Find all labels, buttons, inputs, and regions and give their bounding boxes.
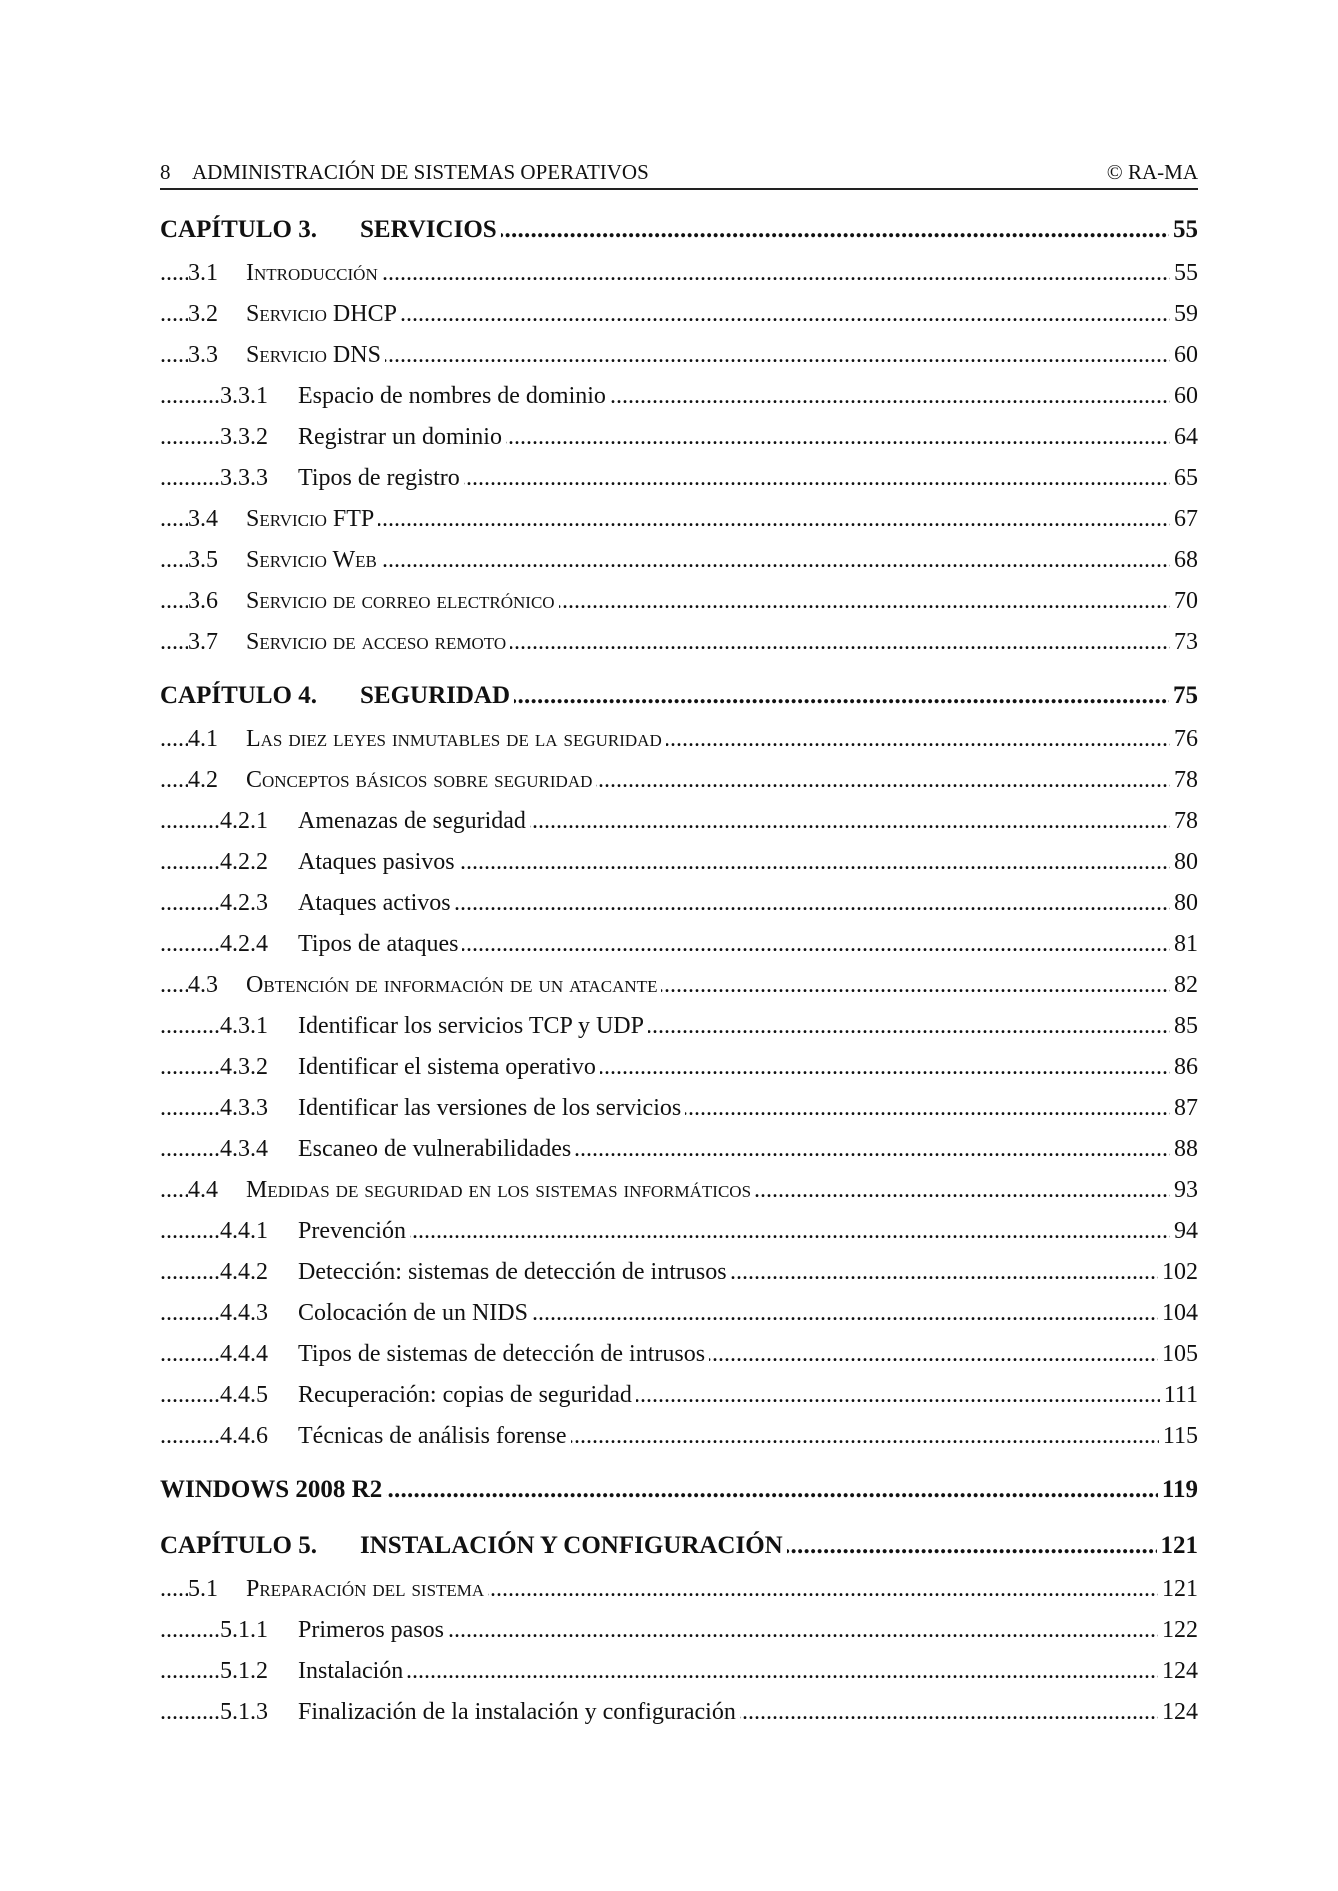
- toc-entry-number: 3.3: [188, 342, 218, 368]
- toc-entry-page: 82: [1170, 972, 1198, 999]
- toc-entry-title: Las diez leyes inmutables de la seguridad: [246, 726, 662, 752]
- toc-entry-number: 4.4.1: [220, 1218, 268, 1244]
- toc-entry-label: [188, 342, 385, 369]
- toc-entry-number: 4.4: [188, 1177, 218, 1203]
- toc-entry-page: 55: [1170, 260, 1198, 287]
- toc-chapter-entry[interactable]: [160, 1466, 1198, 1510]
- toc-entry-title: Instalación: [298, 1658, 404, 1684]
- toc-subsection-entry[interactable]: [160, 1085, 1198, 1126]
- toc-entry-number: CAPÍTULO 3.: [160, 216, 317, 243]
- toc-entry-title: Servicio Web: [246, 547, 377, 573]
- toc-entry-number: 4.1: [188, 726, 218, 752]
- toc-entry-label: [160, 1532, 787, 1560]
- toc-entry-label: [220, 1658, 407, 1685]
- toc-entry-page: 70: [1170, 588, 1198, 615]
- toc-entry-label: [188, 547, 381, 574]
- toc-entry-number: 4.3.2: [220, 1054, 268, 1080]
- toc-entry-number: 5.1: [188, 1576, 218, 1602]
- toc-subsection-entry[interactable]: [160, 1290, 1198, 1331]
- toc-entry-number: 4.3.3: [220, 1095, 268, 1121]
- toc-subsection-entry[interactable]: [160, 455, 1198, 496]
- toc-entry-title: Detección: sistemas de detección de intrusos: [298, 1259, 727, 1285]
- toc-entry-page: 78: [1170, 767, 1198, 794]
- toc-entry-page: 60: [1170, 383, 1198, 410]
- toc-entry-label: [220, 808, 530, 835]
- toc-entry-number: 5.1.3: [220, 1699, 268, 1725]
- toc-entry-title: Conceptos básicos sobre seguridad: [246, 767, 593, 793]
- toc-entry-label: [220, 1699, 740, 1726]
- toc-entry-title: Tipos de registro: [298, 465, 460, 491]
- toc-entry-title: Medidas de seguridad en los sistemas informáticos: [246, 1177, 752, 1203]
- toc-entry-label: [220, 1259, 731, 1286]
- toc-section-entry[interactable]: [160, 1167, 1198, 1208]
- toc-entry-number: 4.4.4: [220, 1341, 268, 1367]
- toc-subsection-entry[interactable]: [160, 1372, 1198, 1413]
- toc-entry-number: 4.4.2: [220, 1259, 268, 1285]
- toc-entry-page: 88: [1170, 1136, 1198, 1163]
- toc-entry-number: 3.4: [188, 506, 218, 532]
- toc-entry-label: [188, 629, 510, 656]
- toc-entry-title: Servicio DNS: [246, 342, 381, 368]
- toc-entry-number: 4.2.4: [220, 931, 268, 957]
- toc-entry-page: 85: [1170, 1013, 1198, 1040]
- toc-entry-page: 104: [1158, 1300, 1198, 1327]
- toc-entry-title: INSTALACIÓN Y CONFIGURACIÓN: [360, 1532, 783, 1559]
- toc-entry-label: [220, 931, 462, 958]
- toc-entry-title: WINDOWS 2008 R2: [160, 1476, 383, 1503]
- toc-entry-number: 4.3: [188, 972, 218, 998]
- toc-subsection-entry[interactable]: [160, 1208, 1198, 1249]
- toc-entry-page: 102: [1158, 1259, 1198, 1286]
- toc-subsection-entry[interactable]: [160, 1689, 1198, 1730]
- toc-entry-title: Identificar las versiones de los servicios: [298, 1095, 682, 1121]
- toc-section-entry[interactable]: [160, 332, 1198, 373]
- toc-entry-title: Preparación del sistema: [246, 1576, 485, 1602]
- toc-entry-page: 105: [1158, 1341, 1198, 1368]
- toc-entry-label: [160, 1476, 386, 1504]
- toc-entry-label: [188, 506, 378, 533]
- toc-entry-label: [188, 301, 401, 328]
- toc-entry-title: Técnicas de análisis forense: [298, 1423, 567, 1449]
- toc-entry-title: Introducción: [246, 260, 378, 286]
- toc-entry-number: 4.4.6: [220, 1423, 268, 1449]
- toc-entry-page: 59: [1170, 301, 1198, 328]
- toc-section-entry[interactable]: [160, 250, 1198, 291]
- toc-subsection-entry[interactable]: [160, 880, 1198, 921]
- toc-entry-title: Recuperación: copias de seguridad: [298, 1382, 632, 1408]
- toc-entry-title: Tipos de sistemas de detección de intrusos: [298, 1341, 706, 1367]
- toc-entry-number: 4.3.1: [220, 1013, 268, 1039]
- toc-section-entry[interactable]: [160, 757, 1198, 798]
- toc-entry-number: 3.7: [188, 629, 218, 655]
- toc-entry-label: [188, 1177, 755, 1204]
- toc-entry-number: 3.1: [188, 260, 218, 286]
- toc-subsection-entry[interactable]: [160, 921, 1198, 962]
- toc-section-entry[interactable]: [160, 537, 1198, 578]
- toc-entry-label: [220, 1382, 636, 1409]
- toc-entry-page: 115: [1159, 1423, 1198, 1450]
- toc-entry-label: [220, 1136, 575, 1163]
- toc-chapter-entry[interactable]: [160, 1522, 1198, 1566]
- toc-entry-label: [220, 1423, 571, 1450]
- toc-entry-page: 65: [1170, 465, 1198, 492]
- toc-entry-title: Amenazas de seguridad: [298, 808, 526, 834]
- toc-entry-title: Finalización de la instalación y configuración: [298, 1699, 736, 1725]
- toc-section-entry[interactable]: [160, 578, 1198, 619]
- toc-subsection-entry[interactable]: [160, 1249, 1198, 1290]
- toc-entry-page: 121: [1158, 1576, 1198, 1603]
- toc-entry-label: [220, 849, 459, 876]
- toc-entry-page: 94: [1170, 1218, 1198, 1245]
- toc-subsection-entry[interactable]: [160, 1607, 1198, 1648]
- table-of-contents: [160, 206, 1198, 1730]
- toc-entry-number: CAPÍTULO 4.: [160, 682, 317, 709]
- toc-subsection-entry[interactable]: [160, 839, 1198, 880]
- toc-entry-page: 76: [1170, 726, 1198, 753]
- toc-section-entry[interactable]: [160, 291, 1198, 332]
- toc-entry-title: Prevención: [298, 1218, 406, 1244]
- toc-entry-label: [160, 216, 501, 244]
- toc-entry-label: [188, 726, 666, 753]
- toc-entry-page: 75: [1169, 682, 1198, 710]
- toc-entry-title: Primeros pasos: [298, 1617, 444, 1643]
- toc-section-entry[interactable]: [160, 716, 1198, 757]
- toc-entry-number: 5.1.2: [220, 1658, 268, 1684]
- toc-entry-label: [220, 1617, 448, 1644]
- toc-subsection-entry[interactable]: [160, 1003, 1198, 1044]
- toc-chapter-entry[interactable]: [160, 206, 1198, 250]
- toc-entry-page: 87: [1170, 1095, 1198, 1122]
- toc-entry-label: [220, 1013, 648, 1040]
- toc-subsection-entry[interactable]: [160, 1413, 1198, 1454]
- toc-entry-page: 93: [1170, 1177, 1198, 1204]
- toc-entry-number: 3.5: [188, 547, 218, 573]
- toc-entry-title: SERVICIOS: [360, 216, 497, 243]
- toc-entry-title: SEGURIDAD: [360, 682, 511, 709]
- toc-entry-number: CAPÍTULO 5.: [160, 1532, 317, 1559]
- toc-entry-number: 4.2.3: [220, 890, 268, 916]
- toc-section-entry[interactable]: [160, 1566, 1198, 1607]
- toc-entry-page: 78: [1170, 808, 1198, 835]
- toc-entry-title: Servicio de acceso remoto: [246, 629, 507, 655]
- toc-entry-title: Espacio de nombres de dominio: [298, 383, 606, 409]
- toc-entry-label: [188, 588, 559, 615]
- toc-entry-title: Escaneo de vulnerabilidades: [298, 1136, 572, 1162]
- toc-entry-title: Identificar los servicios TCP y UDP: [298, 1013, 644, 1039]
- toc-entry-number: 4.2.2: [220, 849, 268, 875]
- toc-entry-label: [188, 1576, 488, 1603]
- toc-entry-number: 4.3.4: [220, 1136, 268, 1162]
- toc-entry-number: 3.3.3: [220, 465, 268, 491]
- toc-entry-number: 3.2: [188, 301, 218, 327]
- toc-section-entry[interactable]: [160, 962, 1198, 1003]
- toc-entry-page: 80: [1170, 890, 1198, 917]
- toc-entry-label: [220, 1300, 532, 1327]
- toc-entry-label: [188, 767, 596, 794]
- toc-entry-number: 3.3.2: [220, 424, 268, 450]
- toc-entry-page: 67: [1170, 506, 1198, 533]
- toc-section-entry[interactable]: [160, 619, 1198, 660]
- toc-entry-label: [220, 1218, 410, 1245]
- toc-entry-title: Tipos de ataques: [298, 931, 459, 957]
- toc-entry-page: 124: [1158, 1658, 1198, 1685]
- toc-entry-number: 5.1.1: [220, 1617, 268, 1643]
- toc-entry-page: 119: [1158, 1476, 1198, 1504]
- toc-entry-label: [220, 1054, 600, 1081]
- toc-entry-page: 80: [1170, 849, 1198, 876]
- toc-entry-number: 3.3.1: [220, 383, 268, 409]
- toc-entry-page: 55: [1169, 216, 1198, 244]
- toc-entry-title: Servicio de correo electrónico: [246, 588, 555, 614]
- toc-entry-title: Identificar el sistema operativo: [298, 1054, 596, 1080]
- toc-entry-page: 64: [1170, 424, 1198, 451]
- toc-entry-title: Ataques pasivos: [298, 849, 455, 875]
- toc-entry-label: [220, 465, 464, 492]
- toc-chapter-entry[interactable]: [160, 672, 1198, 716]
- toc-subsection-entry[interactable]: [160, 1044, 1198, 1085]
- toc-entry-page: 81: [1170, 931, 1198, 958]
- toc-entry-number: 3.6: [188, 588, 218, 614]
- toc-entry-page: 124: [1158, 1699, 1198, 1726]
- toc-entry-number: 4.2.1: [220, 808, 268, 834]
- toc-entry-label: [220, 890, 455, 917]
- toc-subsection-entry[interactable]: [160, 1126, 1198, 1167]
- toc-entry-label: [220, 383, 610, 410]
- toc-section-entry[interactable]: [160, 496, 1198, 537]
- toc-entry-title: Colocación de un NIDS: [298, 1300, 528, 1326]
- toc-entry-number: 4.4.3: [220, 1300, 268, 1326]
- toc-entry-number: 4.4.5: [220, 1382, 268, 1408]
- toc-entry-page: 122: [1158, 1617, 1198, 1644]
- book-title: ADMINISTRACIÓN DE SISTEMAS OPERATIVOS: [192, 160, 649, 184]
- toc-entry-page: 86: [1170, 1054, 1198, 1081]
- toc-subsection-entry[interactable]: [160, 798, 1198, 839]
- toc-entry-label: [160, 682, 514, 710]
- toc-entry-page: 111: [1160, 1382, 1198, 1409]
- toc-subsection-entry[interactable]: [160, 373, 1198, 414]
- toc-entry-title: Servicio FTP: [246, 506, 375, 532]
- toc-entry-title: Obtención de información de un atacante: [246, 972, 658, 998]
- running-header: [160, 158, 1198, 190]
- toc-entry-label: [220, 424, 506, 451]
- toc-entry-title: Ataques activos: [298, 890, 451, 916]
- toc-entry-page: 68: [1170, 547, 1198, 574]
- toc-entry-label: [220, 1095, 685, 1122]
- toc-entry-page: 73: [1170, 629, 1198, 656]
- toc-subsection-entry[interactable]: [160, 1648, 1198, 1689]
- toc-subsection-entry[interactable]: [160, 1331, 1198, 1372]
- toc-entry-page: 121: [1157, 1532, 1199, 1560]
- page-number: 8: [160, 160, 171, 184]
- publisher-mark: © RA-MA: [1106, 160, 1198, 184]
- toc-subsection-entry[interactable]: [160, 414, 1198, 455]
- toc-entry-number: 4.2: [188, 767, 218, 793]
- toc-entry-label: [188, 972, 661, 999]
- toc-entry-label: [188, 260, 382, 287]
- toc-entry-title: Servicio DHCP: [246, 301, 397, 327]
- toc-entry-page: 60: [1170, 342, 1198, 369]
- toc-entry-label: [220, 1341, 709, 1368]
- toc-entry-title: Registrar un dominio: [298, 424, 502, 450]
